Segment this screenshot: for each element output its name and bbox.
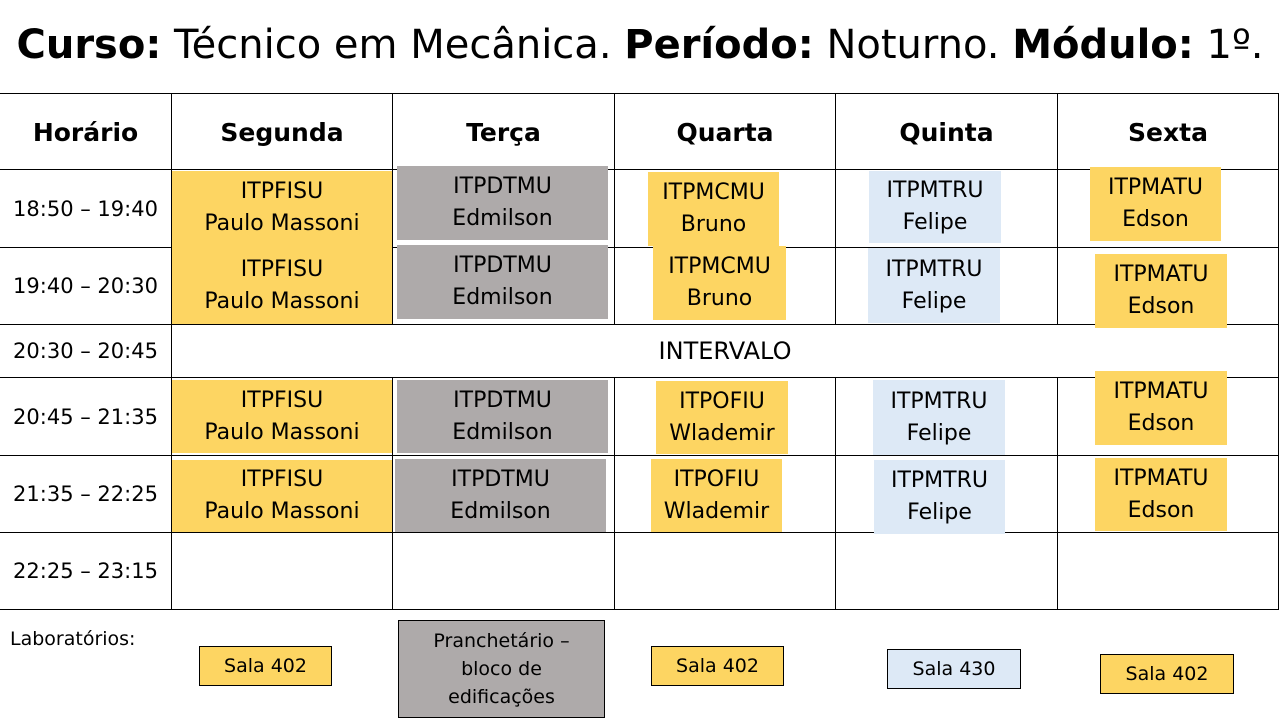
header-quinta: Quinta bbox=[899, 117, 994, 147]
class-cell bbox=[874, 460, 1005, 534]
header-quarta: Quarta bbox=[676, 117, 774, 147]
class-teacher: Edson bbox=[1127, 411, 1195, 436]
intervalo-label: INTERVALO bbox=[658, 337, 792, 365]
page-title bbox=[0, 22, 1280, 68]
class-teacher: Felipe bbox=[901, 288, 967, 314]
lab-terca: Pranchetário – bloco de edificações bbox=[398, 620, 605, 718]
class-code: ITPFISU bbox=[240, 257, 324, 282]
class-cell bbox=[397, 245, 608, 319]
class-cell bbox=[172, 254, 392, 318]
class-code: ITPMATU bbox=[1113, 379, 1209, 404]
class-teacher: Felipe bbox=[906, 420, 972, 446]
class-teacher: Edmilson bbox=[452, 206, 553, 231]
class-code: ITPMTRU bbox=[885, 256, 983, 282]
class-teacher: Felipe bbox=[902, 210, 968, 235]
periodo-label: Período: bbox=[624, 22, 814, 68]
time-slot: 22:25 – 23:15 bbox=[13, 559, 158, 583]
time-slot: 20:45 – 21:35 bbox=[13, 404, 158, 429]
class-teacher: Paulo Massoni bbox=[204, 499, 360, 524]
class-teacher: Edmilson bbox=[450, 498, 551, 524]
class-cell bbox=[873, 380, 1005, 455]
class-cell bbox=[869, 171, 1001, 243]
header-sexta: Sexta bbox=[1128, 117, 1208, 147]
lab-quarta: Sala 402 bbox=[651, 646, 784, 686]
class-code: ITPMATU bbox=[1113, 465, 1209, 491]
class-code: ITPFISU bbox=[240, 467, 324, 492]
class-code: ITPMCMU bbox=[662, 180, 765, 205]
class-code: ITPDTMU bbox=[453, 253, 552, 278]
class-teacher: Bruno bbox=[686, 286, 753, 311]
header-segunda: Segunda bbox=[220, 117, 344, 147]
lab-segunda: Sala 402 bbox=[199, 646, 332, 686]
class-cell bbox=[651, 459, 782, 532]
class-cell bbox=[1095, 458, 1227, 531]
class-teacher: Paulo Massoni bbox=[204, 419, 360, 445]
class-teacher: Edmilson bbox=[452, 419, 553, 445]
class-cell bbox=[1090, 167, 1221, 241]
class-teacher: Edson bbox=[1122, 207, 1189, 232]
class-code: ITPMTRU bbox=[890, 468, 988, 493]
periodo-value: Noturno. bbox=[826, 22, 1000, 68]
curso-label: Curso: bbox=[16, 22, 162, 68]
class-code: ITPMTRU bbox=[890, 388, 988, 414]
class-teacher: Wlademir bbox=[669, 420, 775, 446]
class-cell bbox=[648, 172, 779, 246]
class-cell bbox=[397, 166, 608, 240]
class-teacher: Wlademir bbox=[663, 498, 770, 524]
class-teacher: Edson bbox=[1127, 497, 1195, 523]
class-code: ITPOFIU bbox=[673, 466, 760, 492]
time-slot: 18:50 – 19:40 bbox=[13, 196, 158, 221]
modulo-label: Módulo: bbox=[1012, 22, 1194, 68]
class-code: ITPMTRU bbox=[886, 178, 984, 203]
class-cell bbox=[397, 380, 608, 453]
lab-sexta: Sala 402 bbox=[1100, 654, 1234, 694]
time-slot: 20:30 – 20:45 bbox=[13, 339, 158, 363]
class-code: ITPDTMU bbox=[451, 466, 550, 492]
class-cell bbox=[172, 460, 392, 532]
labs-label: Laboratórios: bbox=[10, 628, 136, 650]
class-teacher: Edson bbox=[1127, 294, 1195, 319]
time-slot: 19:40 – 20:30 bbox=[13, 274, 158, 298]
class-code: ITPDTMU bbox=[453, 174, 552, 199]
class-cell bbox=[868, 248, 1000, 323]
modulo-value: 1º. bbox=[1206, 22, 1264, 68]
class-cell bbox=[653, 246, 786, 320]
class-cell bbox=[172, 380, 392, 453]
header-terca: Terça bbox=[466, 117, 541, 147]
class-cell bbox=[1095, 371, 1227, 445]
header-horario: Horário bbox=[32, 117, 139, 147]
class-cell bbox=[172, 176, 392, 240]
class-code: ITPMATU bbox=[1107, 175, 1204, 200]
class-code: ITPFISU bbox=[240, 179, 324, 204]
class-code: ITPFISU bbox=[240, 387, 324, 413]
class-teacher: Edmilson bbox=[452, 285, 553, 310]
class-teacher: Paulo Massoni bbox=[204, 211, 360, 236]
class-cell bbox=[1095, 254, 1227, 328]
class-code: ITPMATU bbox=[1113, 262, 1209, 287]
class-code: ITPOFIU bbox=[679, 388, 765, 414]
time-slot: 21:35 – 22:25 bbox=[13, 482, 158, 506]
class-teacher: Felipe bbox=[907, 500, 972, 525]
class-teacher: Paulo Massoni bbox=[204, 289, 360, 314]
class-cell bbox=[656, 381, 788, 454]
class-cell bbox=[395, 459, 606, 532]
lab-quinta: Sala 430 bbox=[887, 649, 1021, 689]
class-code: ITPMCMU bbox=[668, 254, 771, 279]
class-code: ITPDTMU bbox=[453, 387, 552, 413]
curso-value: Técnico em Mecânica. bbox=[174, 22, 612, 68]
class-teacher: Bruno bbox=[680, 212, 747, 237]
